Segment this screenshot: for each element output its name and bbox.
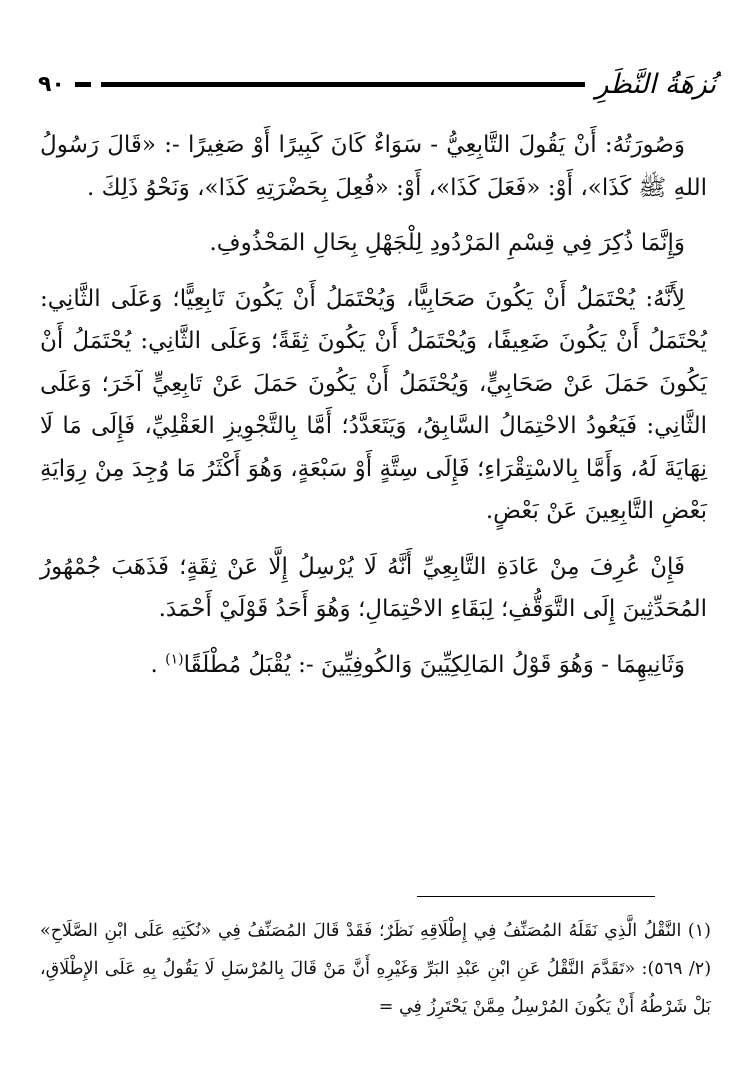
footnote-separator — [417, 896, 655, 897]
paragraph: وَإِنَّمَا ذُكِرَ فِي قِسْمِ المَرْدُودِ لِلْجَهْلِ بِحَالِ المَحْذُوفِ. — [209, 230, 685, 256]
page-number: ٩٠ — [38, 71, 65, 97]
paragraph: وَصُورَتُهُ: أَنْ يَقُولَ التَّابِعِيُّ - سَوَاءٌ كَانَ كَبِيرًا أَوْ صَغِيرًا -: «قَالَ رَسُولُ اللهِ ﷺ كَذَا»، أَوْ: «فَعَلَ كَذَا»، أَوْ: «فُعِلَ بِحَضْرَتِهِ كَذَا»، وَنَحْوُ ذَلِكَ . — [40, 132, 707, 201]
paragraph: فَإِنْ عُرِفَ مِنْ عَادَةِ التَّابِعِيِّ أَنَّهُ لَا يُرْسِلُ إِلَّا عَنْ ثِقَةٍ؛ فَذَهَبَ جُمْهُورُ المُحَدِّثِينَ إِلَى التَّوَقُّفِ؛ لِبَقَاءِ الاحْتِمَالِ؛ وَهُوَ أَحَدُ قَوْلَيْ أَحْمَدَ. — [40, 553, 707, 622]
footnotes — [40, 912, 711, 1026]
footnote: (١) النَّقْلُ الَّذِي نَقَلَهُ المُصَنِّفُ فِي إِطْلَاقِهِ نَظَرٌ؛ فَقَدْ قَالَ المُصَنِّفُ فِي «نُكَتِهِ عَلَى ابْنِ الصَّلَاحِ» (٢/ ٥٦٩): «تَقَدَّمَ النَّقْلُ عَنِ ابْنِ عَبْدِ البَرِّ وَغَيْرِهِ أَنَّ مَنْ قَالَ بِالمُرْسَلِ لَا يَقُولُ بِهِ عَلَى الإِطْلَاقِ، بَلْ شَرْطُهُ أَنْ يَكُونَ المُرْسِلُ مِمَّنْ يَحْتَرِزُ فِي = — [40, 921, 712, 1017]
header-dash — [75, 82, 91, 87]
running-title: نُزهَةُ النَّظَرِ — [595, 68, 716, 100]
page-header — [30, 60, 716, 108]
paragraph-last-text: وَثَانِيهِمَا - وَهُوَ قَوْلُ المَالِكِيِّينَ وَالكُوفِيِّينَ -: يُقْبَلُ مُطْلَقًا — [183, 651, 685, 678]
paragraph: لِأَنَّهُ: يُحْتَمَلُ أَنْ يَكُونَ صَحَابِيًّا، وَيُحْتَمَلُ أَنْ يَكُونَ تَابِعِيًّا؛ وَعَلَى الثَّانِي: يُحْتَمَلُ أَنْ يَكُونَ ضَعِيفًا، وَيُحْتَمَلُ أَنْ يَكُونَ ثِقَةً؛ وَعَلَى الثَّانِي: يُحْتَمَلُ أَنْ يَكُونَ حَمَلَ عَنْ صَحَابِيٍّ، وَيُحْتَمَلُ أَنْ يَكُونَ حَمَلَ عَنْ تَابِعِيٍّ آخَرَ؛ وَعَلَى الثَّانِي: فَيَعُودُ الاحْتِمَالُ السَّابِقُ، وَيَتَعَدَّدُ؛ أَمَّا بِالتَّجْوِيزِ العَقْلِيِّ، فَإِلَى مَا لَا نِهَايَةَ لَهُ، وَأَمَّا بِالاسْتِقْرَاءِ؛ فَإِلَى سِتَّةٍ أَوْ سَبْعَةٍ، وَهُوَ أَكْثَرُ مَا وُجِدَ مِنْ رِوَايَةِ بَعْضِ التَّابِعِينَ عَنْ بَعْضٍ. — [40, 285, 707, 524]
footnote-marker: (١) — [165, 650, 184, 667]
main-text — [40, 124, 707, 686]
paragraph-last — [40, 644, 707, 687]
header-rule — [101, 82, 586, 87]
paragraph-last-end: . — [150, 651, 158, 678]
